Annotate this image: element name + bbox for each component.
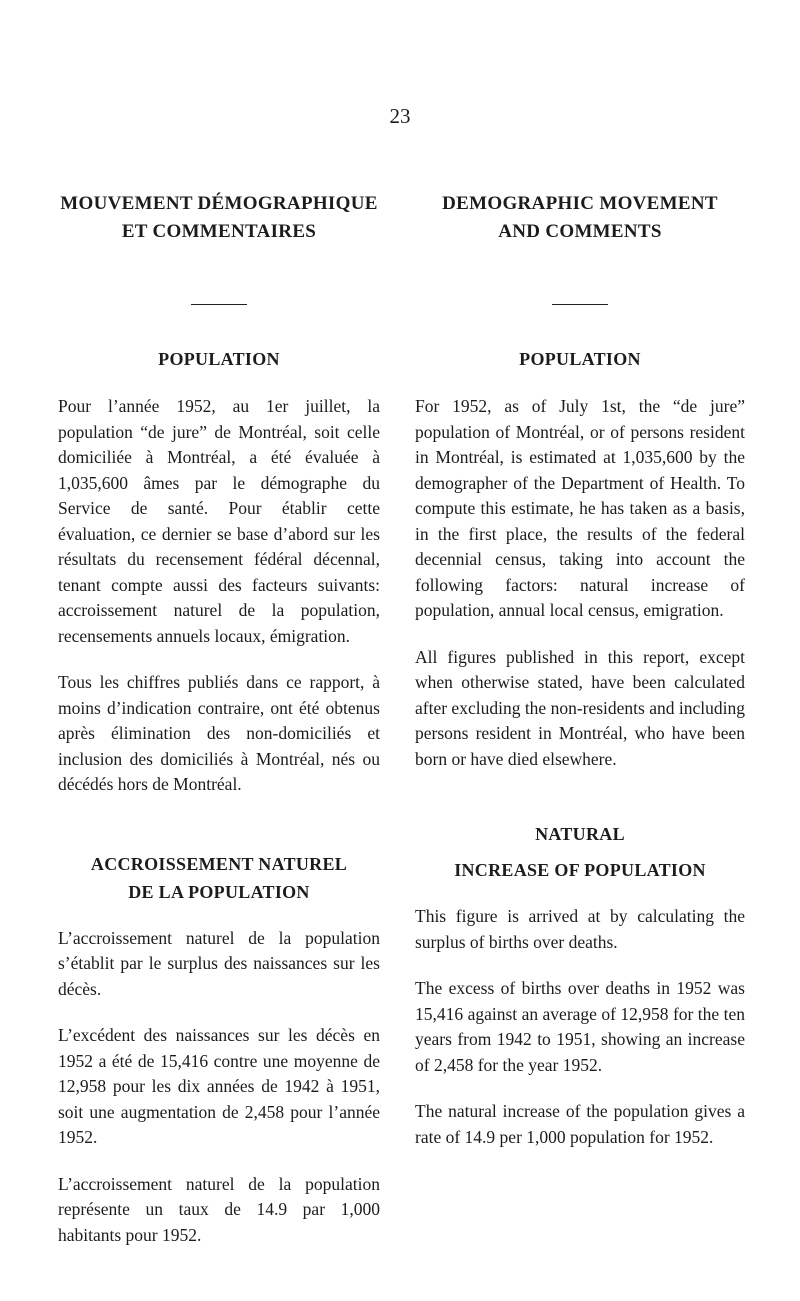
english-natural-paragraph-1: This figure is arrived at by calculating the surplus of births over deaths. (415, 906, 745, 952)
english-title-line1: DEMOGRAPHIC MOVEMENT (442, 193, 718, 214)
french-natural-paragraph-3: L’accroissement naturel de la population représente un taux de 14.9 par 1,000 habitants pour 1952. (58, 1173, 380, 1245)
french-divider (191, 304, 247, 305)
french-natural-paragraph-1: L’accroissement naturel de la population s’établit par le surplus des naissances sur les décès. (58, 927, 380, 999)
french-natural-heading-line1: ACCROISSEMENT NATUREL (90, 853, 348, 874)
english-column (415, 190, 745, 1150)
french-population-heading: POPULATION (158, 349, 280, 369)
english-natural-increase-heading (415, 816, 745, 888)
english-population-paragraph-2: All figures published in this report, except when otherwise stated, have been calculated after excluding the non-residents and including persons resident in Montréal, who have been born or have died elsewhere. (415, 646, 745, 769)
english-natural-heading-line1: NATURAL (535, 824, 625, 844)
english-natural-heading-line2: INCREASE OF POPULATION (454, 860, 706, 880)
french-population-paragraph-2: Tous les chiffres publiés dans ce rapport, à moins d’indication contraire, ont été obtenus après élimination des non-domiciliés et inclusion des domiciliés à Montréal, nés ou décédés hors de Montréal. (58, 672, 380, 794)
english-population-paragraph-1: For 1952, as of July 1st, the “de jure” population of Montréal, or of persons resident in Montréal, is estimated at 1,035,600 by the demographer of the Department of Health. To compute this estimate, he has taken as a basis, in the first place, the results of the federal decennial census, taking into account the following factors: natural increase of population, annual local census, emigration. (415, 396, 745, 620)
page-number: 23 (389, 104, 411, 128)
english-natural-paragraph-2: The excess of births over deaths in 1952 was 15,416 against an average of 12,958 for the ten years from 1942 to 1951, showing an increase of 2,458 for the year 1952. (415, 978, 745, 1075)
english-natural-paragraph-3: The natural increase of the population gives a rate of 14.9 per 1,000 population for 1952. (415, 1101, 745, 1147)
english-divider (552, 304, 608, 305)
french-population-paragraph-1: Pour l’année 1952, au 1er juillet, la population “de jure” de Montréal, soit celle domiciliée à Montréal, a été évaluée à 1,035,600 âmes par le démographe du Service de santé. Pour établir cette évaluation, ce dernier se base d’abord sur les résultats du recensement fédéral décennal, tenant compte aussi des facteurs suivants: accroissement naturel de la population, recensements annuels locaux, émigration. (58, 396, 380, 646)
english-title-line2: AND COMMENTS (498, 221, 662, 242)
french-natural-heading-line2: DE LA POPULATION (128, 881, 310, 902)
french-natural-paragraph-2: L’excédent des naissances sur les décès en 1952 a été de 15,416 contre une moyenne de 12,958 pour les dix années de 1942 à 1951, soit une augmentation de 2,458 pour l’année 1952. (58, 1025, 380, 1147)
french-natural-increase-heading (58, 850, 380, 906)
english-population-heading: POPULATION (519, 349, 641, 369)
french-title-line1: MOUVEMENT DÉMOGRAPHIQUE (60, 193, 378, 214)
english-main-title (415, 190, 745, 246)
french-main-title (58, 190, 380, 246)
french-column (58, 190, 380, 1248)
french-title-line2: ET COMMENTAIRES (121, 221, 317, 242)
